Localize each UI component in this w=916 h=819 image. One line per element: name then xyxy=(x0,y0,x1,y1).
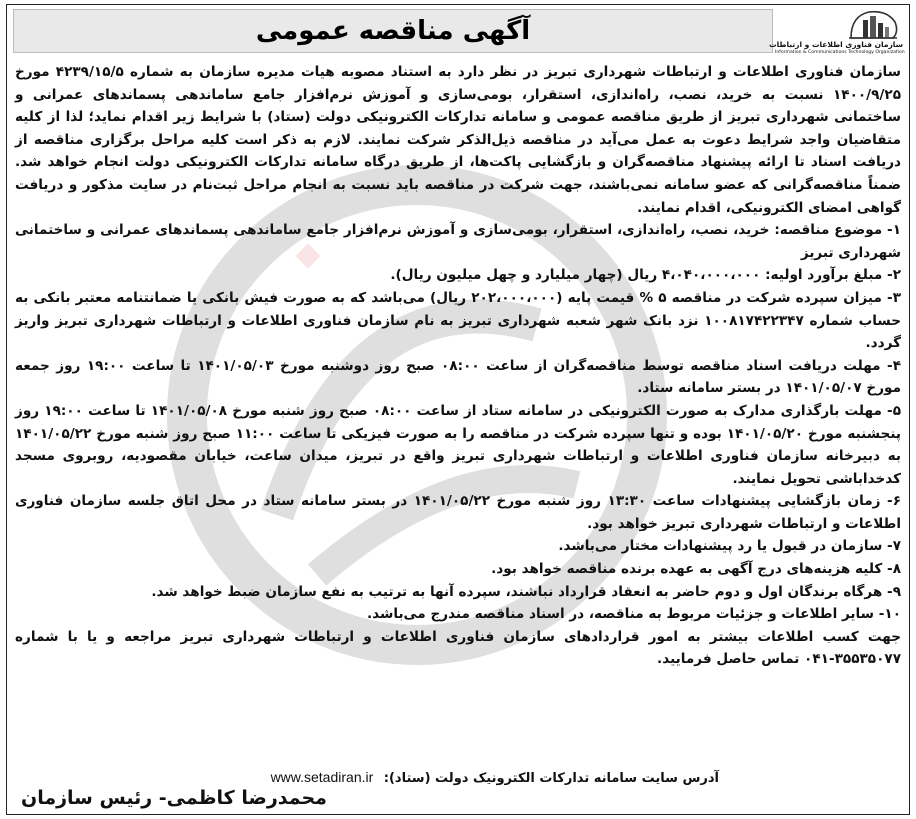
item-forfeit: ۹- هرگاه برندگان اول و دوم حاضر به انعقاد قرارداد نباشند، سپرده آنها به ترتیب به نفع سازمان ضبط خواهد شد. xyxy=(151,583,901,600)
signature: محمدرضا کاظمی- رئیس سازمان xyxy=(21,787,327,809)
site-label: آدرس سایت سامانه تدارکات الکترونیک دولت (ستاد): xyxy=(383,771,719,786)
intro-paragraph: سازمان فناوری اطلاعات و ارتباطات شهرداری تبریز در نظر دارد به استناد مصوبه هیات مدیره سازمان به شماره ۴۲۳۹/۱۵/۵ مورخ ۱۴۰۰/۹/۲۵ نسبت به خرید، نصب، راه‌اندازی، استقرار، بومی‌سازی و آموزش نرم‌افزار جامع ساماندهی پسماندهای عمرانی و ساختمانی شهرداری تبریز از طریق مناقصه عمومی و سامانه تدارکات الکترونیکی دولت (ستاد) با شرایط زیر اقدام نماید؛ لذا از کلیه متقاضیان واجد شرایط دعوت به عمل می‌آید در مناقصه ذیل‌الذکر شرکت نمایند. لازم به ذکر است کلیه مراحل برگزاری مناقصه از دریافت اسناد تا ارائه پیشنهاد مناقصه‌گران و بازگشایی پاکت‌ها، از طریق درگاه سامانه تدارکات الکترونیکی دولت انجام خواهد شد. ضمناً مناقصه‌گرانی که عضو سامانه نمی‌باشند، جهت شرکت در مناقصه باید نسبت به انجام مراحل ثبت‌نام در سایت مذکور و دریافت گواهی امضای الکترونیکی، اقدام نمایند. xyxy=(15,64,901,216)
notice-sheet xyxy=(6,4,910,815)
item-other-info: ۱۰- سایر اطلاعات و جزئیات مربوط به مناقصه، در اسناد مناقصه مندرج می‌باشد. xyxy=(366,606,901,623)
city-skyline-icon xyxy=(847,8,899,40)
notice-body xyxy=(15,61,901,671)
contact-paragraph: جهت کسب اطلاعات بیشتر به امور قراردادهای سازمان فناوری اطلاعات و ارتباطات شهرداری تبریز مراجعه و یا با شماره ۳۵۵۳۵۰۷۷-۰۴۱ تماس حاصل فرمایید. xyxy=(15,628,901,668)
notice-title: آگهی مناقصه عمومی xyxy=(255,16,531,46)
item-opening-time: ۶- زمان بازگشایی پیشنهادات ساعت ۱۳:۳۰ روز شنبه مورخ ۱۴۰۱/۰۵/۲۲ در بستر سامانه ستاد در محل اتاق جلسه سازمان فناوری اطلاعات و ارتباطات شهرداری تبریز خواهد بود. xyxy=(15,493,901,532)
logo-org-name: سازمان فناوری اطلاعات و ارتباطات xyxy=(769,40,903,49)
item-acceptance: ۷- سازمان در قبول یا رد پیشنهادات مختار می‌باشد. xyxy=(558,538,901,555)
logo-org-name-en: Information & Communications Technology Organization xyxy=(775,50,905,55)
item-subject: ۱- موضوع مناقصه: خرید، نصب، راه‌اندازی، استقرار، بومی‌سازی و آموزش نرم‌افزار جامع ساماندهی پسماندهای عمرانی و ساختمانی شهرداری تبریز xyxy=(15,222,901,261)
notice-header xyxy=(7,5,909,57)
item-deposit: ۳- میزان سپرده شرکت در مناقصه ۵ % قیمت پایه (۲۰۲،۰۰۰،۰۰۰ ریال) می‌باشد که به صورت فیش بانکی یا ضمانتنامه معتبر بانکی به حساب شماره ۱۰۰۸۱۷۴۲۲۳۴۷ نزد بانک شهر شعبه شهرداری تبریز به نام سازمان فناوری اطلاعات و ارتباطات شهرداری تبریز واریز گردد. xyxy=(15,289,901,352)
item-document-deadline: ۴- مهلت دریافت اسناد مناقصه توسط مناقصه‌گران از ساعت ۰۸:۰۰ صبح روز دوشنبه مورخ ۱۴۰۱/۰۵/۰۳ تا ساعت ۱۹:۰۰ روز جمعه مورخ ۱۴۰۱/۰۵/۰۷ در بستر سامانه ستاد. xyxy=(15,357,901,397)
site-address-line xyxy=(271,769,719,786)
site-url-link[interactable]: www.setadiran.ir xyxy=(270,769,374,785)
organization-logo xyxy=(769,8,905,56)
item-estimate: ۲- مبلغ برآورد اولیه: ۴،۰۴۰،۰۰۰،۰۰۰ ریال (چهار میلیارد و چهل میلیون ریال). xyxy=(390,267,901,284)
item-ad-costs: ۸- کلیه هزینه‌های درج آگهی به عهده برنده مناقصه خواهد بود. xyxy=(491,561,901,578)
title-box xyxy=(13,9,773,53)
item-upload-deadline: ۵- مهلت بارگذاری مدارک به صورت الکترونیکی در سامانه ستاد از ساعت ۰۸:۰۰ صبح روز شنبه مورخ ۱۴۰۱/۰۵/۰۸ تا ساعت ۱۹:۰۰ روز پنجشنبه مورخ ۱۴۰۱/۰۵/۲۰ بوده و تنها سپرده شرکت در مناقصه را به صورت فیزیکی تا ساعت ۱۱:۰۰ صبح روز شنبه مورخ ۱۴۰۱/۰۵/۲۲ به دبیرخانه سازمان فناوری اطلاعات و ارتباطات شهرداری تبریز واقع در تبریز، میدان ساعت، خیابان مقصودیه، روبروی مسجد کدخداباشی تحویل نمایند. xyxy=(15,402,901,487)
